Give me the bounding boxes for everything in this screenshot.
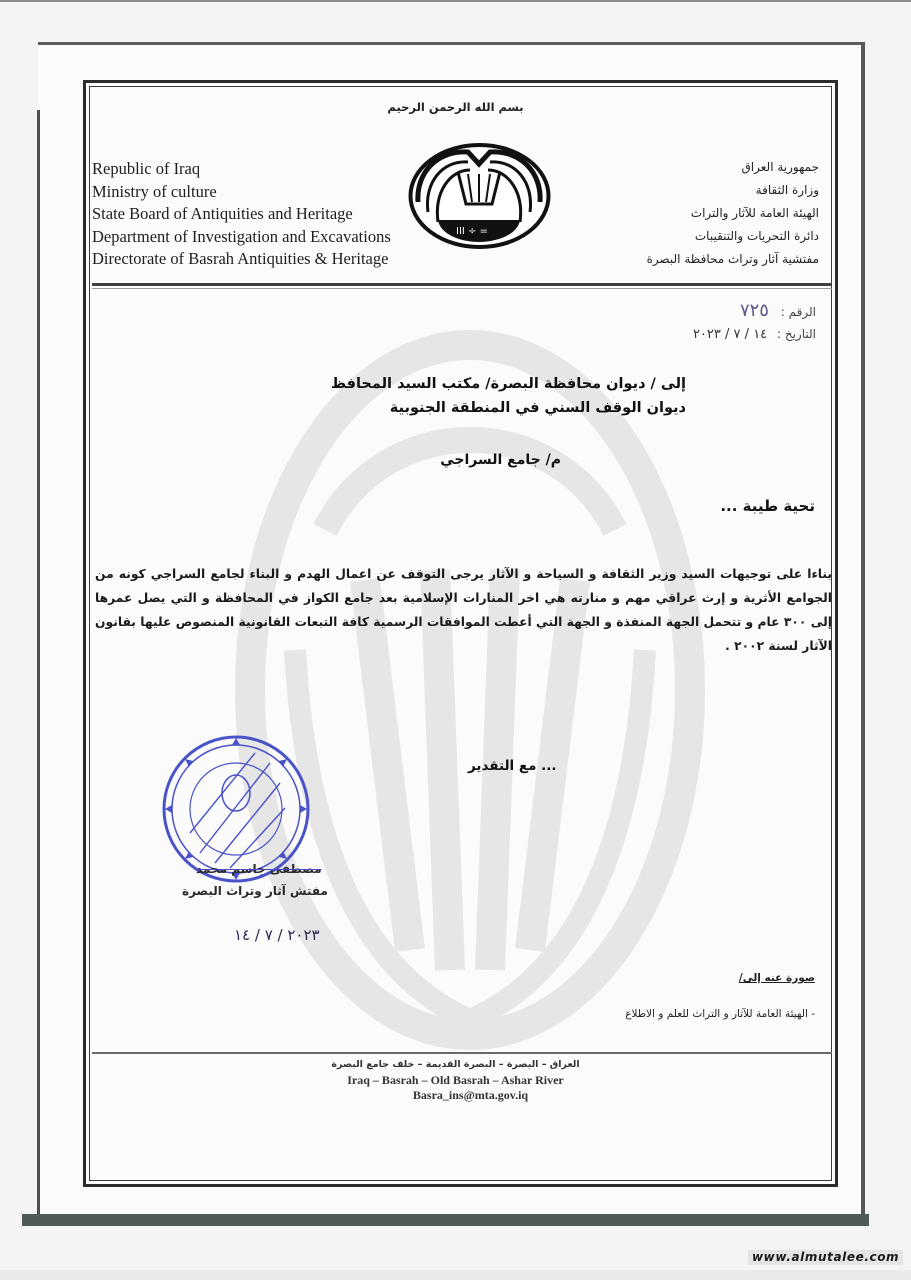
letterhead-ar-board: الهيئة العامة للآثار والتراث <box>690 206 819 220</box>
subject-line: م/ جامع السراجي <box>440 452 561 468</box>
footer-english-address: Iraq – Basrah – Old Basrah – Ashar River <box>347 1072 564 1087</box>
english-letterhead <box>92 158 391 271</box>
footer-arabic-address: العراق – البصرة – البصرة القديمة – خلف جامع البصرة <box>331 1059 580 1070</box>
lamassu-emblem-icon <box>408 142 551 250</box>
letterhead-ar-department: دائرة التحريات والتنقيبات <box>694 229 819 243</box>
basmala: بسم الله الرحمن الرحيم <box>387 100 524 114</box>
bottom-edge <box>0 1270 911 1280</box>
signatory-title: مفتش آثار وتراث البصرة <box>182 884 328 898</box>
header-divider-thin <box>92 288 832 289</box>
letterhead-line-country: Republic of Iraq <box>92 159 201 178</box>
header-divider <box>92 283 832 286</box>
signature-date: ٢٠٢٣ / ٧ / ١٤ <box>234 926 320 944</box>
reference-number-row <box>693 300 816 323</box>
footer-email: Basra_ins@mta.gov.iq <box>412 1088 529 1102</box>
recipient-line-1: إلى / ديوان محافظة البصرة/ مكتب السيد المحافظ <box>330 376 686 392</box>
footer-divider <box>92 1052 832 1054</box>
page-edge-left <box>37 110 40 1220</box>
letter-body: بناءا على توجيهات السيد وزير الثقافة و السياحة و الآثار يرجى التوقف عن اعمال الهدم و البناء لجامع السراجي كونه من الجوامع الأثرية و إرث عراقي مهم و منارته هي اخر المنارات الإسلامية بعد جامع الكواز في المحافظة و التي يصل عمرها إلى ٣٠٠ عام و تتحمل الجهة المنفذة و الجهة التي أعطت الموافقات الرسمية كافة التبعات القانونية المنصوص عليها بقانون الآثار لسنة ٢٠٠٢ . <box>95 567 832 653</box>
letterhead-ar-country: جمهورية العراق <box>741 160 819 174</box>
arabic-letterhead <box>647 156 819 271</box>
reference-date-row <box>693 323 816 346</box>
copy-to-item: - الهيئة العامة للآثار و التراث للعلم و الاطلاع <box>625 1008 815 1020</box>
letterhead-ar-ministry: وزارة الثقافة <box>755 183 819 197</box>
closing: ... مع التقدير <box>468 758 557 774</box>
reference-date-label: التاريخ : <box>776 327 816 341</box>
greeting: تحية طيبة ... <box>720 497 815 515</box>
page-edge-top <box>38 42 865 45</box>
page-edge-right <box>861 42 865 1222</box>
reference-block <box>693 300 816 346</box>
website-watermark: www.almutalee.com <box>748 1250 903 1265</box>
letterhead-line-ministry: Ministry of culture <box>92 181 217 201</box>
letterhead-line-board: State Board of Antiquities and Heritage <box>92 204 353 223</box>
letterhead-line-directorate: Directorate of Basrah Antiquities & Heritage <box>92 249 389 268</box>
recipient-line-2: ديوان الوقف السني في المنطقة الجنوبية <box>389 400 686 416</box>
svg-text:III ÷ =: III ÷ = <box>456 226 488 237</box>
top-edge <box>0 0 911 2</box>
footer-address <box>0 1057 911 1104</box>
recipient-block <box>331 372 686 420</box>
signatory-name: مصطفى جاسم محمد <box>196 862 322 876</box>
page-edge-bottom <box>22 1214 869 1226</box>
letterhead-ar-directorate: مفتشية آثار وتراث محافظة البصرة <box>646 252 819 266</box>
reference-date-value: ١٤ / ٧ / ٢٠٢٣ <box>692 327 768 342</box>
reference-number-label: الرقم : <box>780 305 816 319</box>
reference-number-value: ٧٢٥ <box>739 300 769 321</box>
copy-to-heading: صورة عنه إلى/ <box>738 972 815 984</box>
letterhead-line-department: Department of Investigation and Excavations <box>92 226 391 246</box>
